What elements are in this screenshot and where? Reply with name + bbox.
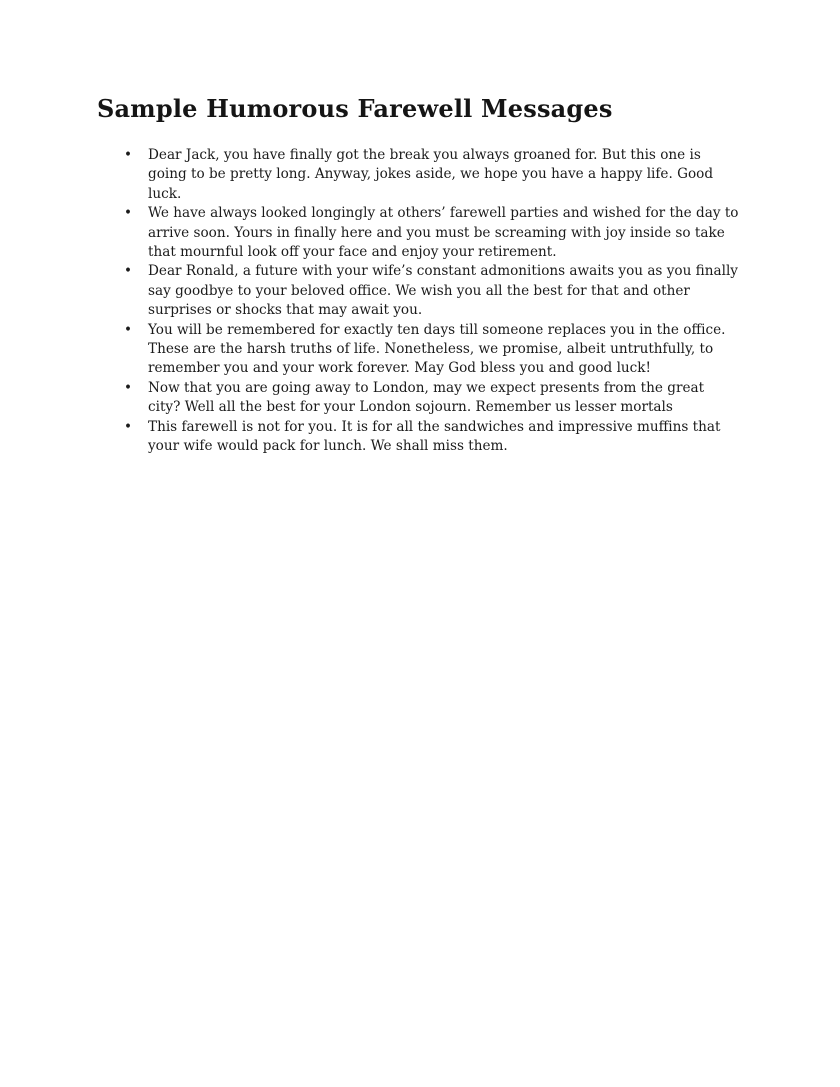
bullet-icon: • xyxy=(124,321,133,338)
message-text: This farewell is not for you. It is for all the sandwiches and impressive muffins that your wife would pack for lunch. We shall miss them. xyxy=(148,418,721,455)
message-text: We have always looked longingly at others’ farewell parties and wished for the day to arrive soon. Yours in finally here and you must be screaming with joy inside so take that mournful look off your face and enjoy your retirement. xyxy=(148,205,739,261)
bullet-icon: • xyxy=(124,379,133,396)
message-text: You will be remembered for exactly ten days till someone replaces you in the office. These are the harsh truths of life. Nonetheless, we promise, albeit untruthfully, to remember you and your work forever. May God bless you and good luck! xyxy=(148,321,726,377)
farewell-messages-list xyxy=(123,146,740,457)
message-text: Dear Jack, you have finally got the break you always groaned for. But this one is going to be pretty long. Anyway, jokes aside, we hope you have a happy life. Good luck. xyxy=(148,147,714,202)
bullet-icon: • xyxy=(124,205,133,222)
bullet-icon: • xyxy=(124,147,133,163)
message-text: Now that you are going away to London, may we expect presents from the great city? Well all the best for your London sojourn. Remember us lesser mortals xyxy=(148,379,705,416)
list-item xyxy=(123,418,740,457)
list-item xyxy=(123,146,740,204)
list-item xyxy=(123,262,740,320)
list-item xyxy=(123,321,740,379)
page-title: Sample Humorous Farewell Messages xyxy=(97,94,613,123)
bullet-icon: • xyxy=(124,418,133,435)
list-item xyxy=(123,204,740,262)
list-item xyxy=(123,379,740,418)
message-text: Dear Ronald, a future with your wife’s constant admonitions awaits you as you finally say goodbye to your beloved office. We wish you all the best for that and other surprises or shocks that may await you. xyxy=(148,263,738,319)
bullet-icon: • xyxy=(124,263,133,280)
